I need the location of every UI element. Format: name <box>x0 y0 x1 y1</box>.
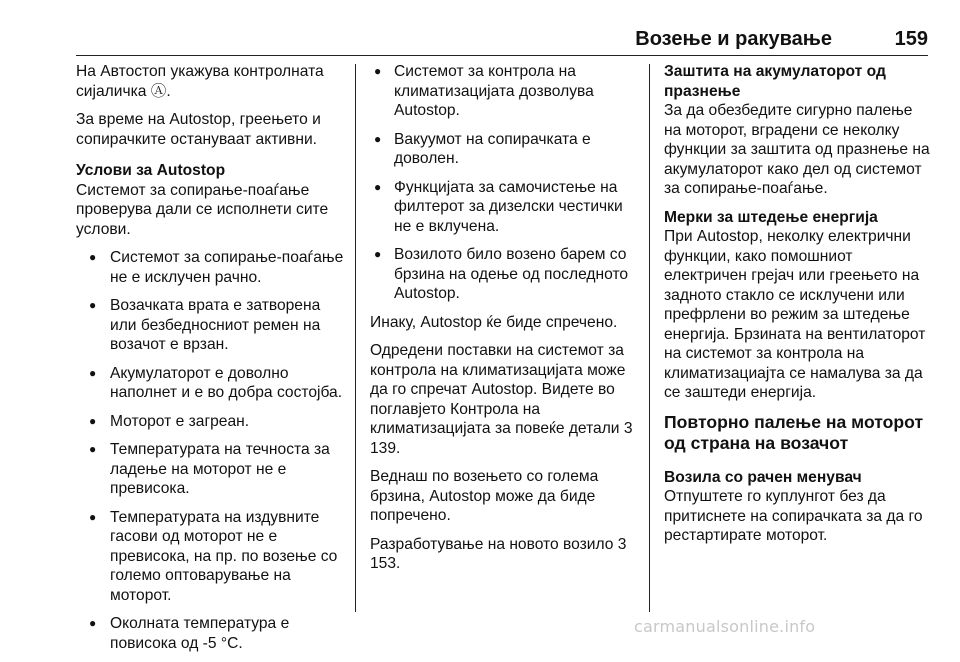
list-item: ● Системот за контрола на климатизацијата дозволува Autostop. <box>370 62 638 121</box>
column-divider <box>355 64 356 612</box>
battery-protection-heading: Заштита на акумулаторот од празнење <box>664 63 886 100</box>
energy-saving-text: При Autostop, неколку електрични функции, како помошниот електричен грејач или греењето на задното стакло се исклучени или префрлени во режим за штедење енергија. Брзината на вентилаторот на системот за контрола на климатизациајта се намалува за да се заштеди енергија. <box>664 228 926 401</box>
conditions-intro: Системот за сопирање-поаѓање проверува дали се исполнети сите услови. <box>76 181 329 238</box>
energy-saving-heading: Мерки за штедење енергија <box>664 208 878 226</box>
list-item: ● Системот за сопирање-поаѓање не е исклучен рачно. <box>76 248 344 287</box>
list-item: ● Возилото било возено барем со брзина на одење од последното Autostop. <box>370 245 638 304</box>
list-item: ● Температурата на течноста за ладење на моторот не е превисока. <box>76 440 344 499</box>
list-item: ● Акумулаторот е доволно наполнет и е во добра состојба. <box>76 364 344 403</box>
running-in-text: Разработување на новото возило 3 153. <box>370 535 627 572</box>
running-title: Возење и ракување <box>635 28 832 50</box>
header-rule <box>76 55 928 56</box>
column-left <box>76 62 344 662</box>
climate-settings-text: Одредени поставки на системот за контрола на климатизацијата може да го спречат Autostop. Видете во поглавјето Контрола на климатизацијата за повеќе детали 3 139. <box>370 342 633 457</box>
column-right <box>664 62 932 555</box>
conditions-heading: Услови за Autostop <box>76 162 226 179</box>
autostop-heating-text: За време на Autostop, греењето и сопирачките остануваат активни. <box>76 111 321 148</box>
restart-heading: Повторно палење на моторот од страна на возачот <box>664 411 924 453</box>
page-header <box>76 24 928 56</box>
list-item: ● Температурата на издувните гасови од моторот не е превисока, на пр. по возење со големо оптоварување на моторот. <box>76 508 344 606</box>
high-speed-text: Веднаш по возењето со голема брзина, Autostop може да биде попречено. <box>370 468 599 524</box>
watermark: carmanualsonline.info <box>634 617 816 636</box>
conditions-list-continued <box>370 62 638 304</box>
otherwise-text: Инаку, Autostop ќе биде спречено. <box>370 313 618 331</box>
list-item: ● Околната температура е повисока од -5 °C. <box>76 614 344 653</box>
manual-transmission-heading: Возила со рачен менувач <box>664 468 862 486</box>
autostop-indicator-text: На Автостоп укажува контролната сијаличка Ⓐ. <box>76 63 324 100</box>
list-item: ● Моторот е загреан. <box>76 412 344 432</box>
conditions-list <box>76 248 344 653</box>
battery-protection-text: За да обезбедите сигурно палење на моторот, вградени се неколку функции за заштита од празнење на акумулаторот како дел од системот за сопирање-поаѓање. <box>664 102 930 197</box>
manual-transmission-text: Отпуштете го куплунгот без да притиснете на сопирачката за да го рестартирате моторот. <box>664 488 923 544</box>
column-middle <box>370 62 638 583</box>
column-divider <box>649 64 650 612</box>
page-number: 159 <box>894 28 928 50</box>
list-item: ● Вакуумот на сопирачката е доволен. <box>370 130 638 169</box>
list-item: ● Функцијата за самочистење на филтерот за дизелски честички не е вклучена. <box>370 178 638 237</box>
list-item: ● Возачката врата е затворена или безбедносниот ремен на возачот е врзан. <box>76 296 344 355</box>
